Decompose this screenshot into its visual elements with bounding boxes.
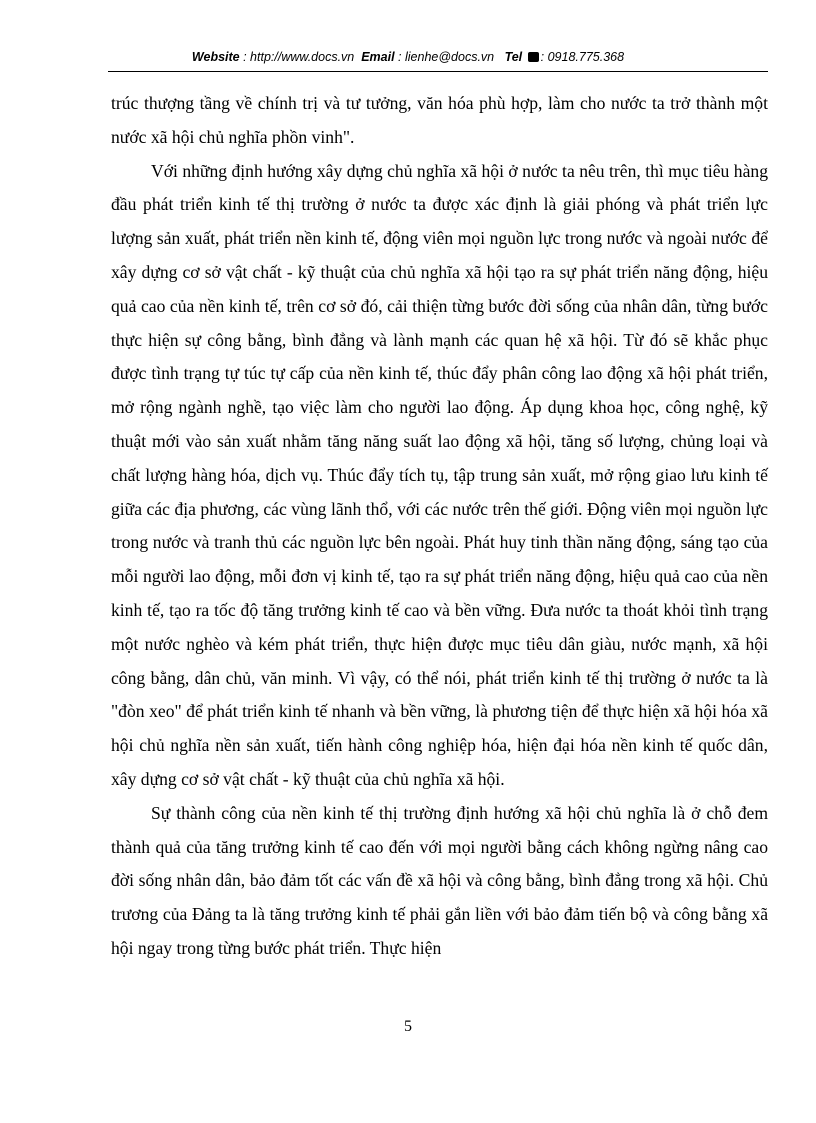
tel-value: : 0918.775.368 (540, 50, 625, 64)
page-number: 5 (404, 1018, 412, 1035)
paragraph-2: Với những định hướng xây dựng chủ nghĩa xã hội ở nước ta nêu trên, thì mục tiêu hàng đầu phát triển kinh tế thị trường ở nước ta được xác định là giải phóng và phát triển lực lượng sản xuất, phát triển nền kinh tế, động viên mọi nguồn lực trong nước và ngoài nước để xây dựng cơ sở vật chất - kỹ thuật của chủ nghĩa xã hội tạo ra sự phát triển năng động, hiệu quả cao của nền kinh tế, trên cơ sở đó, cải thiện từng bước đời sống của nhân dân, từng bước thực hiện sự công bằng, bình đẳng và lành mạnh các quan hệ xã hội. Từ đó sẽ khắc phục được tình trạng tự túc tự cấp của nền kinh tế, thúc đẩy phân công lao động xã hội phát triển, mở rộng ngành nghề, tạo việc làm cho người lao động. Áp dụng khoa học, công nghệ, kỹ thuật mới vào sản xuất nhằm tăng năng suất lao động xã hội, tăng số lượng, chủng loại và chất lượng hàng hóa, dịch vụ. Thúc đẩy tích tụ, tập trung sản xuất, mở rộng giao lưu kinh tế giữa các địa phương, các vùng lãnh thổ, với các nước trên thế giới. Động viên mọi nguồn lực trong nước và tranh thủ các nguồn lực bên ngoài. Phát huy tinh thần năng động, sáng tạo của mỗi người lao động, mỗi đơn vị kinh tế, tạo ra sự phát triển năng động, hiệu quả cao của nền kinh tế, tạo ra tốc độ tăng trưởng kinh tế cao và bền vững. Đưa nước ta thoát khỏi tình trạng một nước nghèo và kém phát triển, thực hiện được mục tiêu dân giàu, nước mạnh, xã hội công bằng, dân chủ, văn minh. Vì vậy, có thể nói, phát triển kinh tế thị trường ở nước ta là "đòn xeo" để phát triển kinh tế nhanh và bền vững, là phương tiện để thực hiện xã hội hóa xã hội chủ nghĩa nền sản xuất, tiến hành công nghiệp hóa, hiện đại hóa nền kinh tế quốc dân, xây dựng cơ sở vật chất - kỹ thuật của chủ nghĩa xã hội. (111, 160, 768, 789)
website-url[interactable]: http://www.docs.vn (250, 50, 355, 64)
phone-icon (528, 52, 539, 62)
email-separator: : (394, 50, 405, 64)
website-label: Website (191, 50, 240, 64)
email-value[interactable]: lienhe@docs.vn (405, 50, 495, 64)
document-body (111, 87, 768, 966)
paragraph-3: Sự thành công của nền kinh tế thị trường định hướng xã hội chủ nghĩa là ở chỗ đem thành quả của tăng trưởng kinh tế cao đến với mọi người bằng cách không ngừng nâng cao đời sống nhân dân, bảo đảm tốt các vấn đề xã hội và công bằng, bình đẳng trong xã hội. Chủ trương của Đảng ta là tăng trưởng kinh tế phải gắn liền với bảo đảm tiến bộ và công bằng xã hội ngay trong từng bước phát triển. Thực hiện (111, 802, 768, 958)
page-header (0, 50, 816, 64)
paragraph-1: trúc thượng tầng về chính trị và tư tưởng, văn hóa phù hợp, làm cho nước ta trở thành một nước xã hội chủ nghĩa phồn vinh". (111, 93, 768, 147)
tel-label: Tel (504, 50, 523, 64)
header-divider (108, 71, 768, 72)
website-separator: : (239, 50, 251, 64)
email-label: Email (361, 50, 395, 64)
